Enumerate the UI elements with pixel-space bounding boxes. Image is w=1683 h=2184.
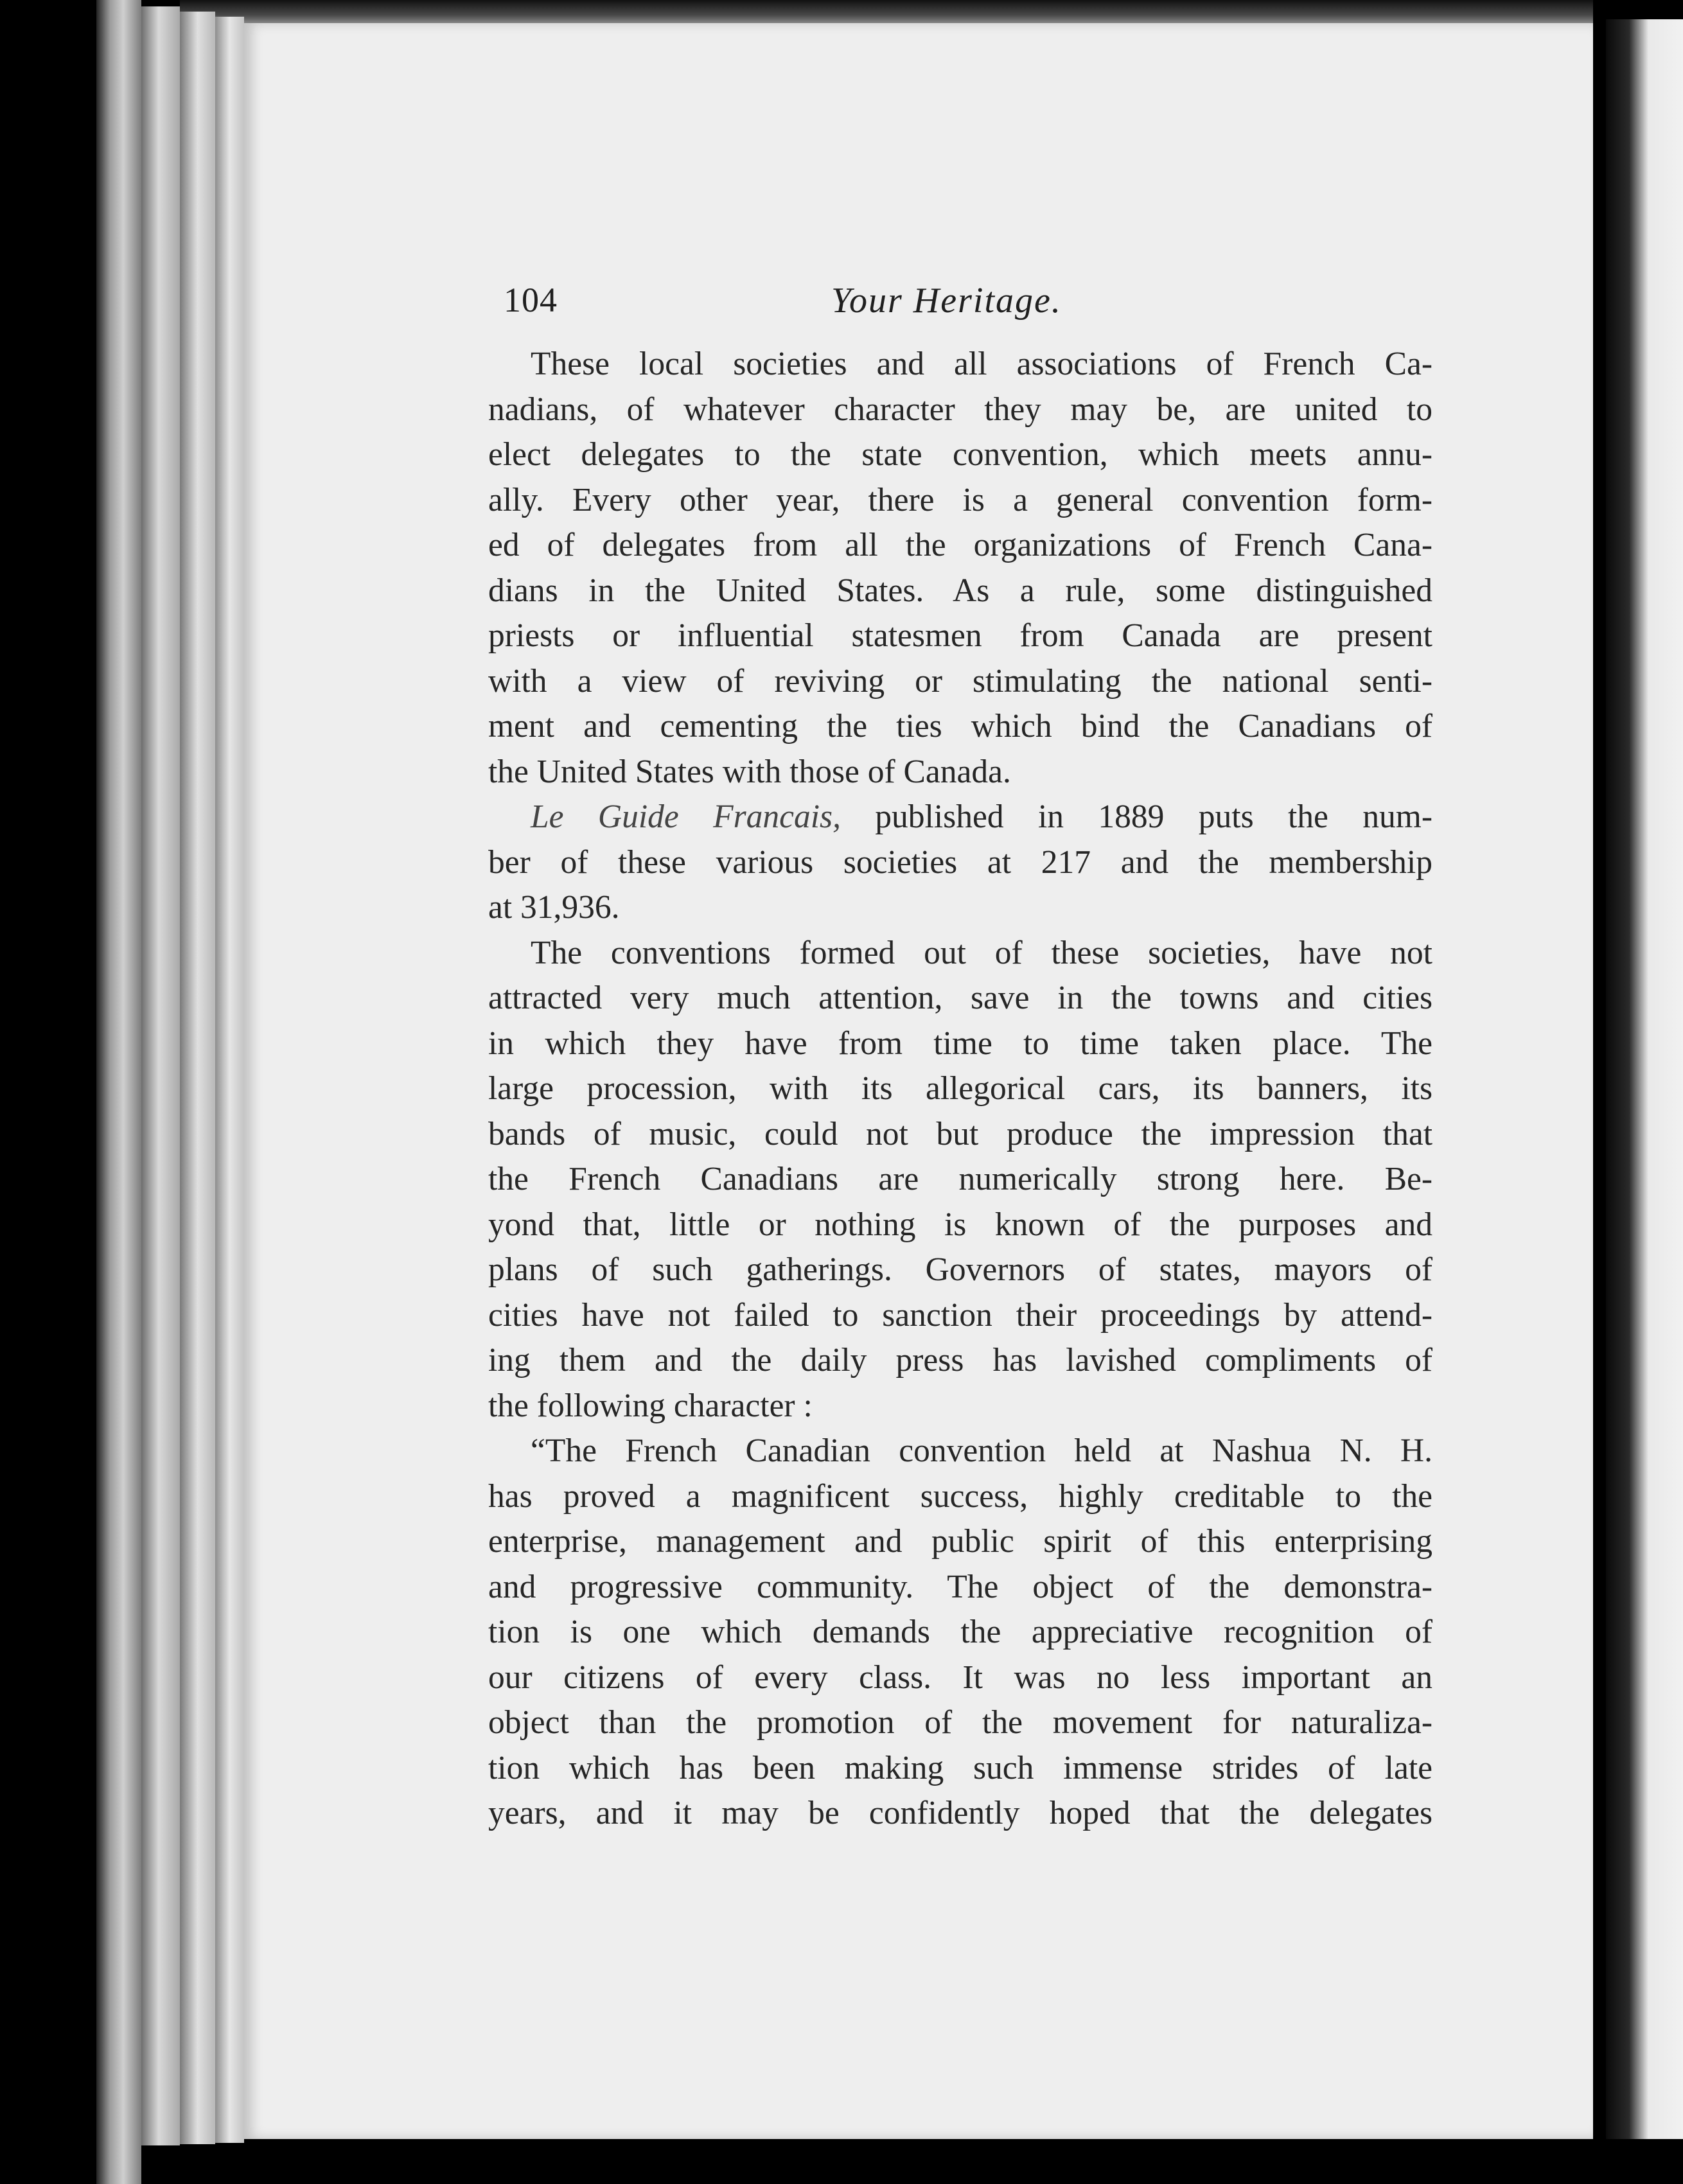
text-line: object than the promotion of the movement for naturaliza-: [488, 1704, 1432, 1741]
page-stack-edge: [215, 17, 244, 2143]
text-line: ed of delegates from all the organizations of French Cana-: [488, 527, 1432, 563]
text-line: large procession, with its allegorical cars, its banners, its: [488, 1070, 1432, 1107]
text-line: tion is one which demands the appreciative recognition of: [488, 1614, 1432, 1650]
text-line: with a view of reviving or stimulating the national senti-: [488, 662, 1432, 700]
text-line: the United States with those of Canada.: [488, 753, 1011, 790]
text-line: ally. Every other year, there is a general convention form-: [488, 481, 1432, 518]
text-line: yond that, little or nothing is known of the purposes and: [488, 1206, 1432, 1243]
text-line: dians in the United States. As a rule, some distinguished: [488, 572, 1432, 609]
text-line: ment and cementing the ties which bind the Canadians of: [488, 708, 1432, 744]
text-line: plans of such gatherings. Governors of states, mayors of: [488, 1251, 1432, 1288]
text-line: tion which has been making such immense strides of late: [488, 1749, 1432, 1786]
page-header: [504, 280, 1441, 331]
text-line: nadians, of whatever character they may be, are united to: [488, 391, 1432, 428]
text-line: cities have not failed to sanction their proceedings by attend-: [488, 1296, 1432, 1334]
text-line: the following character :: [488, 1387, 813, 1424]
page-stack-edge: [141, 6, 180, 2145]
publication-title: Le Guide Francais,: [531, 798, 841, 835]
text-line: attracted very much attention, save in the towns and cities: [488, 980, 1432, 1016]
text-line: and progressive community. The object of the demonstra-: [488, 1568, 1432, 1605]
text-line: our citizens of every class. It was no less important an: [488, 1659, 1432, 1696]
text-line: in which they have from time to time taken place. The: [488, 1025, 1432, 1062]
text-line: The conventions formed out of these societies, have not: [531, 934, 1432, 971]
text-line: “The French Canadian convention held at Nashua N. H.: [531, 1432, 1432, 1469]
book-top-edge: [180, 0, 1593, 26]
page-number: 104: [504, 281, 558, 319]
text-line: years, and it may be confidently hoped that the delegates: [488, 1795, 1432, 1831]
text-line: at 31,936.: [488, 889, 620, 926]
running-title: Your Heritage.: [831, 281, 1062, 321]
text-fragment: published in 1889 puts the num-: [840, 798, 1432, 835]
text-line: These local societies and all associations of French Ca-: [531, 346, 1432, 382]
text-line: [488, 795, 1432, 840]
text-line: ing them and the daily press has lavished compliments of: [488, 1342, 1432, 1378]
page-stack-edge: [180, 12, 215, 2144]
text-line: enterprise, management and public spirit of this enterprising: [488, 1523, 1432, 1560]
text-line: the French Canadians are numerically strong here. Be-: [488, 1161, 1432, 1197]
facing-page-edge: [1606, 19, 1683, 2139]
text-line: elect delegates to the state convention, which meets annu-: [488, 436, 1432, 473]
text-line: ber of these various societies at 217 and the membership: [488, 843, 1432, 881]
text-line: bands of music, could not but produce the impression that: [488, 1115, 1432, 1152]
page-stack-edge: [96, 0, 141, 2184]
text-line: priests or influential statesmen from Canada are present: [488, 617, 1432, 654]
text-line: has proved a magnificent success, highly creditable to the: [488, 1477, 1432, 1515]
page-body-text: [488, 342, 1432, 1836]
